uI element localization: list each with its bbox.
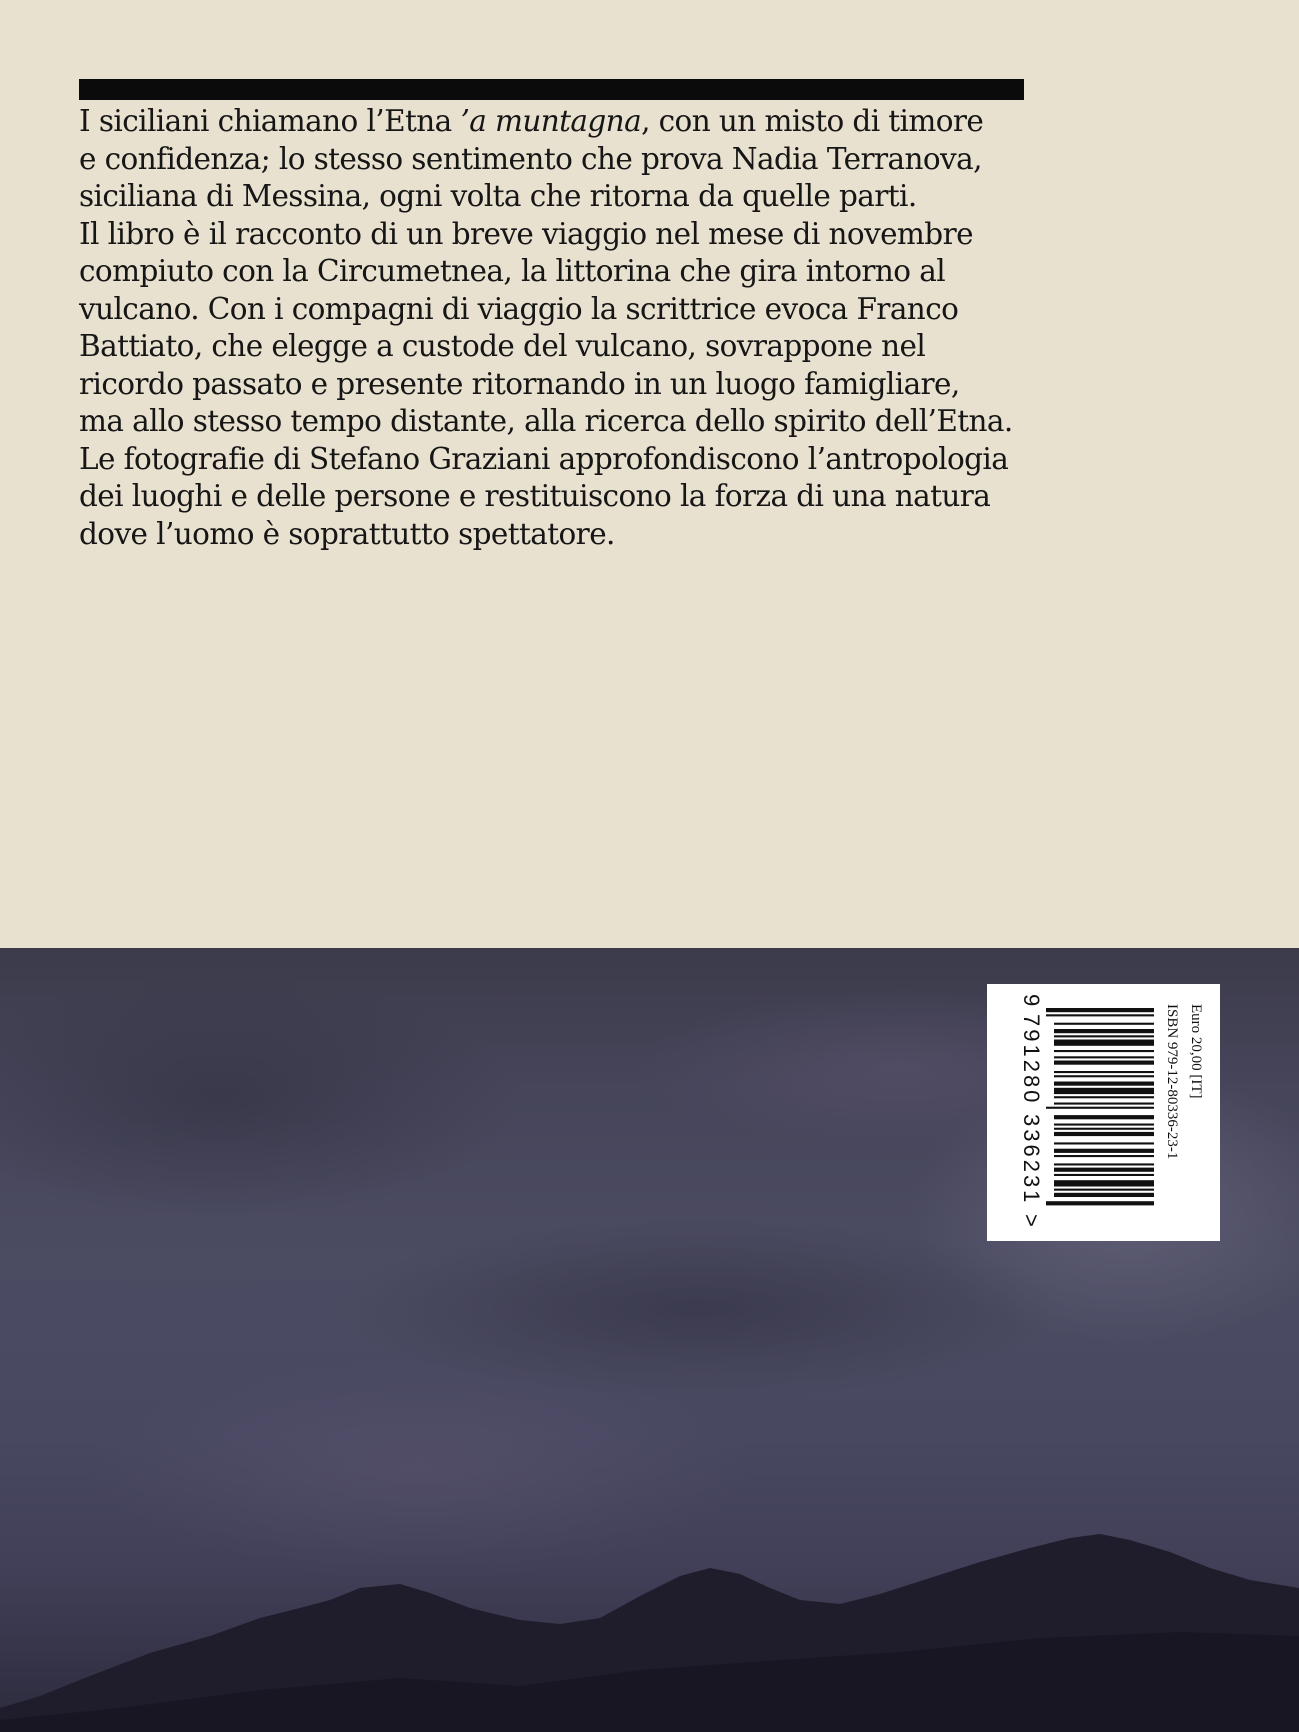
blurb-line-3: siciliana di Messina, ogni volta che ritorna da quelle parti.	[79, 179, 917, 213]
cloud-shadow	[0, 978, 520, 1218]
barcode-bar	[1054, 1029, 1154, 1033]
price-text: Euro 20,00 [IT]	[1188, 1004, 1204, 1099]
isbn-text: ISBN 979-12-80336-23-1	[1164, 1004, 1180, 1160]
barcode-bar	[1054, 1168, 1154, 1172]
black-rule	[79, 79, 1024, 100]
blurb-italic-term: ’a muntagna	[460, 104, 642, 138]
barcode-bar	[1054, 1124, 1154, 1126]
blurb-text: I siciliani chiamano l’Etna	[79, 104, 461, 138]
blurb-line-4: Il libro è il racconto di un breve viaggio nel mese di novembre	[79, 216, 973, 251]
blurb-line-11: dei luoghi e delle persone e restituiscono la forza di una natura	[79, 479, 991, 513]
barcode-bar	[1054, 1128, 1154, 1130]
barcode-bar	[1054, 1149, 1154, 1153]
back-cover-blurb	[79, 103, 1039, 553]
barcode-bar	[1046, 1008, 1154, 1012]
barcode-rotated-area	[1012, 994, 1208, 1230]
blurb-line-8: ricordo passato e presente ritornando in un luogo famigliare,	[79, 366, 960, 401]
blurb-line-1	[79, 103, 1039, 141]
barcode-bar	[1054, 1082, 1154, 1086]
barcode-bar	[1054, 1174, 1154, 1176]
barcode-bar	[1054, 1189, 1154, 1191]
blurb-line-10: Le fotografie di Stefano Graziani approfondiscono l’antropologia	[79, 441, 1009, 476]
blurb-line-6: vulcano. Con i compagni di viaggio la scrittrice evoca Franco	[79, 291, 959, 326]
ean-right-group: 336231	[1019, 1114, 1044, 1206]
barcode-bar	[1054, 1035, 1154, 1037]
blurb-text: , con un misto di timore	[641, 104, 984, 138]
barcode-bar	[1046, 1201, 1154, 1205]
barcode-bar	[1054, 1142, 1154, 1144]
barcode-bar	[1054, 1061, 1154, 1065]
barcode-bars	[1046, 1008, 1154, 1214]
barcode-bar	[1054, 1040, 1154, 1046]
barcode-bar	[1054, 1096, 1154, 1098]
barcode-bar	[1054, 1115, 1154, 1119]
barcode-bar	[1054, 1023, 1154, 1025]
ean-first-digit: 9	[1019, 994, 1044, 1007]
barcode-bar	[1054, 1075, 1154, 1077]
barcode-bar	[1054, 1071, 1154, 1073]
ean-quiet-zone-arrow: >	[1019, 1214, 1044, 1227]
blurb-line-5: compiuto con la Circumetnea, la littorina che gira intorno al	[79, 254, 946, 288]
barcode-bar	[1054, 1132, 1154, 1136]
ean-digits	[1018, 994, 1044, 1230]
blurb-line-2: e confidenza; lo stesso sentimento che prova Nadia Terranova,	[79, 141, 982, 176]
barcode-bar	[1054, 1103, 1154, 1105]
barcode-bar	[1054, 1088, 1154, 1094]
cloud-shadow	[340, 1218, 1060, 1398]
barcode-bar	[1054, 1163, 1154, 1165]
barcode-bar	[1046, 1014, 1154, 1016]
barcode-bar	[1054, 1155, 1154, 1157]
barcode-bar	[1054, 1193, 1154, 1197]
ean-left-group: 791280	[1019, 1014, 1044, 1106]
barcode-bar	[1054, 1050, 1154, 1052]
barcode-label	[987, 984, 1220, 1241]
blurb-line-9: ma allo stesso tempo distante, alla ricerca dello spirito dell’Etna.	[79, 404, 1013, 438]
barcode-bar	[1054, 1056, 1154, 1058]
barcode-bar	[1046, 1107, 1154, 1109]
barcode-bar	[1054, 1180, 1154, 1186]
blurb-line-12: dove l’uomo è soprattutto spettatore.	[79, 516, 615, 551]
blurb-line-7: Battiato, che elegge a custode del vulcano, sovrappone nel	[79, 329, 926, 363]
barcode-content	[1012, 994, 1208, 1230]
